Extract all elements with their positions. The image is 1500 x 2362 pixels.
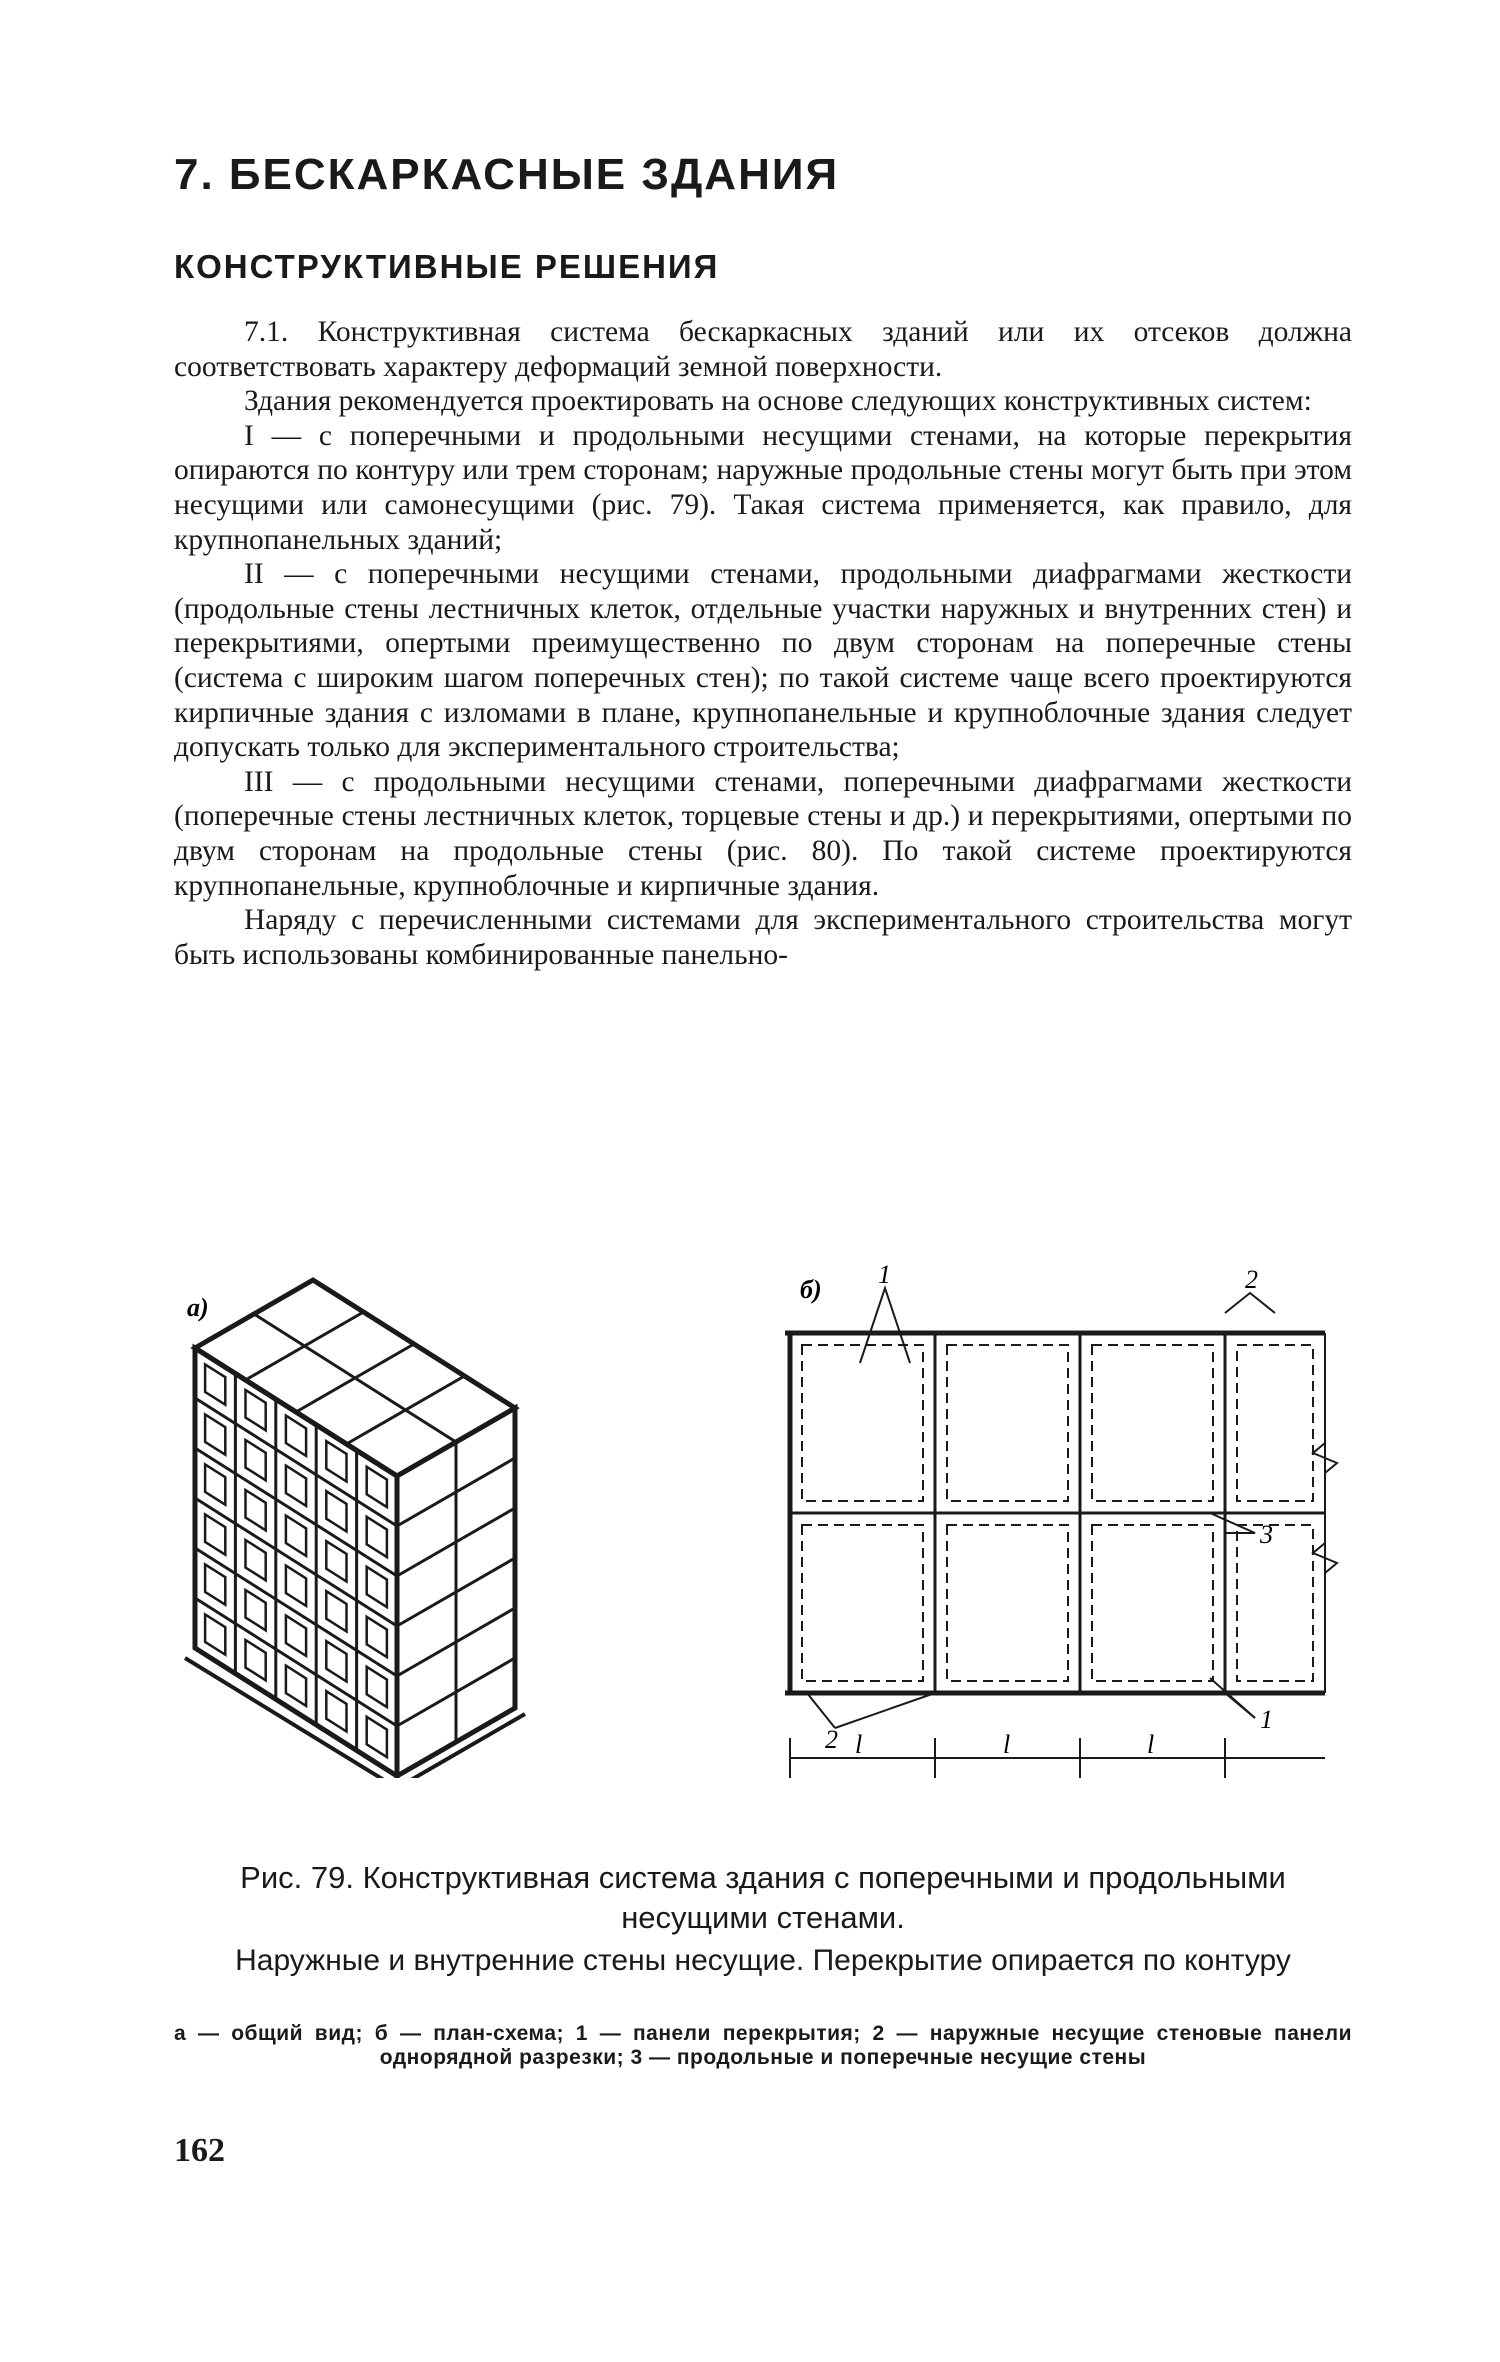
window-opening [367, 1567, 387, 1607]
floor-panel [947, 1345, 1068, 1501]
section-title: КОНСТРУКТИВНЫЕ РЕШЕНИЯ [174, 248, 720, 285]
window-opening [205, 1364, 225, 1404]
window-opening [286, 1516, 306, 1556]
window-opening [205, 1564, 225, 1604]
floor-panel [947, 1525, 1068, 1681]
floor-panel [802, 1525, 923, 1681]
figure-b-label: б) [800, 1275, 822, 1304]
paragraph-system-1: I — с поперечными и продольными несущими стенами, на которые перекрытия опираются по контуру или трем сторонам; наружные продольные стены могут быть при этом несущими или самонесущими (рис. 79). Такая система применяется, как правило, для крупнопанельных зданий; [174, 419, 1352, 556]
floor-panel [1237, 1525, 1313, 1681]
paragraph-intro: Здания рекомендуется проектировать на основе следующих конструктивных систем: [244, 385, 1312, 418]
callout-3: 3 [1260, 1520, 1273, 1549]
figure-legend: а — общий вид; б — план-схема; 1 — панели перекрытия; 2 — наружные несущие стеновые панели однорядной разрезки; 3 — продольные и поперечные несущие стены [174, 2022, 1352, 2069]
roof-panel-seam [254, 1314, 456, 1442]
span-label-3: l [1147, 1730, 1155, 1759]
callout-2-top: 2 [1245, 1265, 1258, 1294]
figure-b-plan-scheme [785, 1258, 1345, 1838]
window-opening [326, 1691, 346, 1731]
figure-a-general-view [175, 1258, 715, 1778]
callout-1-bottom: 1 [1260, 1705, 1273, 1734]
window-opening [286, 1466, 306, 1506]
window-opening [205, 1464, 225, 1504]
window-opening [246, 1440, 266, 1480]
paragraph-7-1: 7.1. Конструктивная система бескаркасных зданий или их отсеков должна соответствовать характеру деформаций земной поверхности. [174, 316, 1352, 383]
window-opening [326, 1441, 346, 1481]
window-opening [286, 1566, 306, 1606]
building-axonometric-drawing [185, 1280, 525, 1778]
paragraph-system-3: III — с продольными несущими стенами, поперечными диафрагмами жесткости (поперечные стены лестничных клеток, торцевые стены и др.) и перекрытиями, опертыми по двум сторонам на продольные стены (рис. 80). По такой системе проектируются крупнопанельные, крупноблочные и кирпичные здания. [174, 765, 1352, 902]
window-opening [367, 1667, 387, 1707]
window-opening [367, 1467, 387, 1507]
figure-subcaption: Наружные и внутренние стены несущие. Перекрытие опирается по контуру [235, 1944, 1291, 1977]
floor-panel [802, 1345, 923, 1501]
plan-drawing [785, 1260, 1337, 1778]
window-opening [246, 1540, 266, 1580]
floor-panel [1237, 1345, 1313, 1501]
chapter-title: 7. БЕСКАРКАСНЫЕ ЗДАНИЯ [174, 150, 840, 199]
window-opening [326, 1491, 346, 1531]
page-number: 162 [174, 2132, 225, 2169]
floor-panel [1092, 1345, 1213, 1501]
figure-a-label: а) [187, 1293, 209, 1322]
callout-2-bottom: 2 [825, 1725, 838, 1754]
paragraph-combined: Наряду с перечисленными системами для экспериментального строительства могут быть использованы комбинированные панельно- [174, 904, 1352, 971]
paragraph-system-2: II — с поперечными несущими стенами, продольными диафрагмами жесткости (продольные стены лестничных клеток, отдельные участки наружных и внутренних стен) и перекрытиями, опертыми преимущественно по двум сторонам на поперечные стены (система с широким шагом поперечных стен); по такой системе чаще всего проектируются кирпичные здания с изломами в плане, крупнопанельные и крупноблочные здания следует допускать только для экспериментального строительства; [174, 558, 1352, 764]
window-opening [205, 1614, 225, 1654]
window-opening [246, 1490, 266, 1530]
floor-line [195, 1398, 397, 1526]
window-opening [246, 1390, 266, 1430]
window-opening [246, 1640, 266, 1680]
window-opening [205, 1514, 225, 1554]
callout-1-top: 1 [878, 1260, 891, 1289]
window-opening [367, 1717, 387, 1757]
window-opening [367, 1617, 387, 1657]
window-opening [326, 1641, 346, 1681]
window-opening [326, 1591, 346, 1631]
window-opening [286, 1416, 306, 1456]
window-opening [326, 1541, 346, 1581]
span-label-2: l [1003, 1730, 1011, 1759]
figure-caption: Рис. 79. Конструктивная система здания с поперечными и продольными несущими стенами. [240, 1860, 1286, 1935]
window-opening [286, 1666, 306, 1706]
window-opening [205, 1414, 225, 1454]
floor-panel [1092, 1525, 1213, 1681]
body-text [174, 315, 1352, 972]
span-label-1: l [855, 1730, 863, 1759]
window-opening [367, 1517, 387, 1557]
window-opening [246, 1590, 266, 1630]
window-opening [286, 1616, 306, 1656]
